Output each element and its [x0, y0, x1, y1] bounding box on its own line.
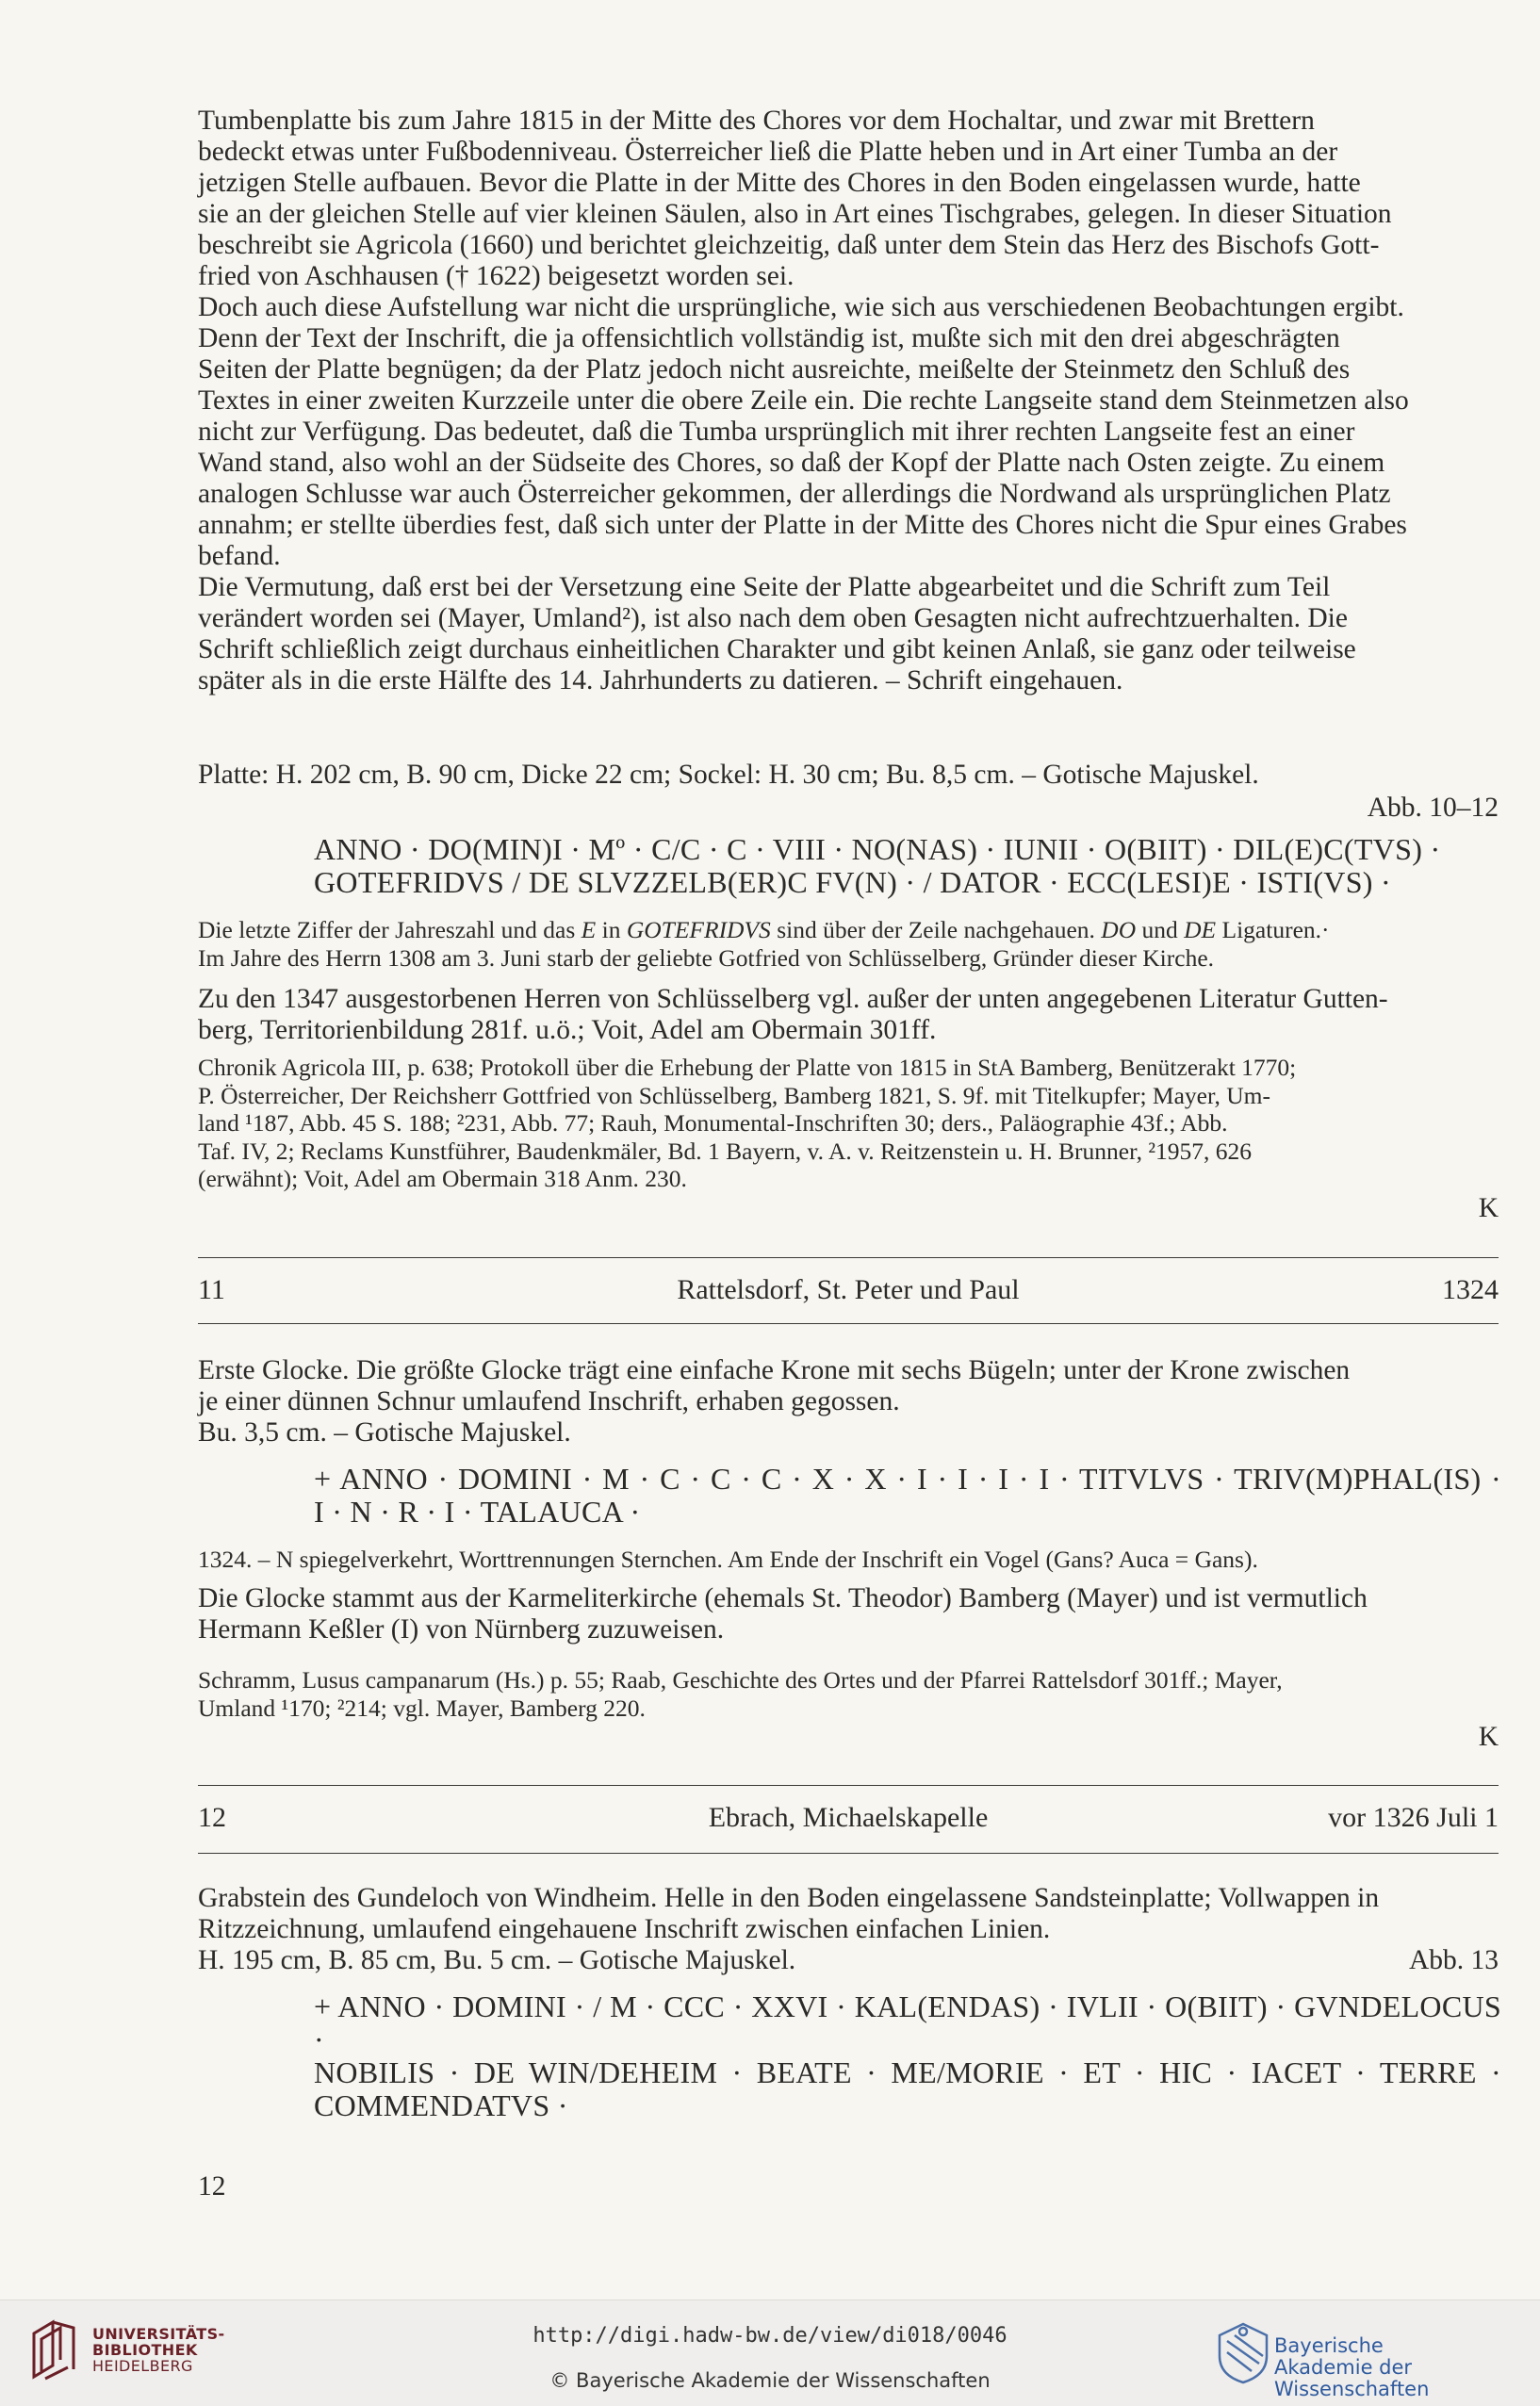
- text-line: später als in die erste Hälfte des 14. Jahrhunderts zu datieren. – Schrift eingehauen.: [198, 665, 1123, 696]
- measure-line: H. 195 cm, B. 85 cm, Bu. 5 cm. – Gotische Majuskel.: [198, 1945, 796, 1975]
- inscription-line: + ANNO · DOMINI · / M · CCC · XXVI · KAL(ENDAS) · IVLII · O(BIIT) · GVNDELOCUS ·: [314, 1989, 1501, 2056]
- description-11: [198, 1355, 1499, 1449]
- inscription-12: [314, 1990, 1501, 2122]
- text-line: befand.: [198, 541, 281, 571]
- header-rule: [198, 1785, 1499, 1786]
- text-line: Grabstein des Gundeloch von Windheim. Helle in den Boden eingelassene Sandsteinplatte; Vollwappen in: [198, 1883, 1380, 1913]
- page-number-block: [198, 2171, 1499, 2202]
- academy-name: [1274, 2335, 1540, 2400]
- text-line: Zu den 1347 ausgestorbenen Herren von Schlüsselberg vgl. außer der unten angegebenen Literatur Gutten-: [198, 984, 1388, 1014]
- library-line: HEIDELBERG: [92, 2357, 193, 2375]
- inscription-line: NOBILIS · DE WIN/DEHEIM · BEATE · ME/MORIE · ET · HIC · IACET · TERRE ·: [314, 2055, 1501, 2089]
- text-line: Erste Glocke. Die größte Glocke trägt eine einfache Krone mit sechs Bügeln; unter der Krone zwischen: [198, 1355, 1351, 1385]
- academy-line: Bayerische: [1274, 2334, 1384, 2357]
- text-line: sie an der gleichen Stelle auf vier kleinen Säulen, also in Art eines Tischgrabes, gelegen. In dieser Situation: [198, 199, 1392, 229]
- figure-reference: Abb. 13: [1408, 1945, 1499, 1975]
- text-line: nicht zur Verfügung. Das bedeutet, daß die Tumba ursprünglich mit ihrer rechten Langseite fest an einer: [198, 417, 1355, 447]
- text-line: jetzigen Stelle aufbauen. Bevor die Platte in der Mitte des Chores in den Boden eingelassen wurde, hatte: [198, 168, 1361, 198]
- text-line: Textes in einer zweiten Kurzzeile unter die obere Zeile ein. Die rechte Langseite stand dem Steinmetzen also: [198, 385, 1409, 416]
- note-line: 1324. – N spiegelverkehrt, Worttrennungen Sternchen. Am Ende der Inschrift ein Vogel (Gans? Auca = Gans).: [198, 1546, 1258, 1573]
- text-line: Hermann Keßler (I) von Nürnberg zuzuweisen.: [198, 1614, 725, 1645]
- author-signature: K: [1478, 1192, 1499, 1223]
- literature-line: Umland ¹170; ²214; vgl. Mayer, Bamberg 220.: [198, 1694, 646, 1722]
- notes-11: [198, 1546, 1499, 1574]
- library-line: BIBLIOTHEK: [92, 2341, 198, 2359]
- entry-header-11: [198, 1274, 1499, 1306]
- entry-date: vor 1326 Juli 1: [1328, 1802, 1499, 1833]
- inscription-10: [314, 833, 1501, 899]
- text-line: Seiten der Platte begnügen; da der Platz jedoch nicht ausreichte, meißelte der Steinmetz den Schluß des: [198, 354, 1351, 385]
- academy-line: Akademie der Wissenschaften: [1274, 2356, 1430, 2400]
- text-line: beschreibt sie Agricola (1660) und berichtet gleichzeitig, daß unter dem Stein das Herz des Bischofs Gott-: [198, 230, 1380, 260]
- text-line: Wand stand, also wohl an der Südseite des Chores, so daß der Kopf der Platte nach Osten zeigte. Zu einem: [198, 448, 1385, 478]
- text-line: fried von Aschhausen († 1622) beigesetzt worden sei.: [198, 261, 795, 291]
- figure-reference: Abb. 10–12: [1367, 793, 1499, 823]
- literature-line: P. Österreicher, Der Reichsherr Gottfried von Schlüsselberg, Bamberg 1821, S. 9f. mit Titelkupfer; Mayer, Um-: [198, 1081, 1270, 1109]
- literature-line: land ¹187, Abb. 45 S. 188; ²231, Abb. 77; Rauh, Monumental-Inschriften 30; ders., Paläographie 43f.; Abb.: [198, 1109, 1228, 1137]
- header-rule: [198, 1853, 1499, 1854]
- text-line: bedeckt etwas unter Fußbodenniveau. Österreicher ließ die Platte heben und in Art einer Tumba an der: [198, 137, 1338, 167]
- literature-line: (erwähnt); Voit, Adel am Obermain 318 Anm. 230.: [198, 1165, 687, 1192]
- note-line: Die letzte Ziffer der Jahreszahl und das E in GOTEFRIDVS sind über der Zeile nachgehauen. DO und DE Ligaturen.·: [198, 916, 1330, 943]
- inscription-line: + ANNO · DOMINI · M · C · C · C · X · X · I · I · I · I · TITVLVS · TRIV(M)PHAL(IS) ·: [314, 1462, 1501, 1496]
- text-line: Die Vermutung, daß erst bei der Versetzung eine Seite der Platte abgearbeitet und die Schrift zum Teil: [198, 572, 1331, 602]
- entry-number: 12: [198, 1802, 226, 1833]
- inscription-line: GOTEFRIDVS / DE SLVZZELB(ER)C FV(N) · / DATOR · ECC(LESI)E · ISTI(VS) ·: [314, 865, 1392, 899]
- commentary-10: [198, 984, 1499, 1046]
- text-line: Ritzzeichnung, umlaufend eingehauene Inschrift zwischen einfachen Linien.: [198, 1914, 1051, 1944]
- inscription-line: ANNO · DO(MIN)I · Mº · C/C · C · VIII · NO(NAS) · IUNII · O(BIIT) · DIL(E)C(TVS) ·: [314, 832, 1441, 866]
- commentary-11: [198, 1583, 1499, 1645]
- text-line: Die Glocke stammt aus der Karmeliterkirche (ehemals St. Theodor) Bamberg (Mayer) und ist vermutlich: [198, 1583, 1368, 1613]
- measurements-10: [198, 760, 1499, 824]
- intro-paragraph: [198, 106, 1499, 696]
- academy-logo-icon: [1214, 2318, 1272, 2386]
- text-line: Doch auch diese Aufstellung war nicht die ursprüngliche, wie sich aus verschiedenen Beobachtungen ergibt.: [198, 292, 1404, 322]
- literature-line: Chronik Agricola III, p. 638; Protokoll über die Erhebung der Platte von 1815 in StA Bamberg, Benützerakt 1770;: [198, 1054, 1297, 1081]
- text-line: analogen Schlusse war auch Österreicher gekommen, der allerdings die Nordwand als ursprünglichen Platz: [198, 479, 1391, 509]
- measure-line: Platte: H. 202 cm, B. 90 cm, Dicke 22 cm; Sockel: H. 30 cm; Bu. 8,5 cm. – Gotische Majuskel.: [198, 760, 1259, 790]
- text-line: je einer dünnen Schnur umlaufend Inschrift, erhaben gegossen.: [198, 1386, 900, 1416]
- text-line: Tumbenplatte bis zum Jahre 1815 in der Mitte des Chores vor dem Hochaltar, und zwar mit Brettern: [198, 106, 1315, 136]
- literature-line: Taf. IV, 2; Reclams Kunstführer, Baudenkmäler, Bd. 1 Bayern, v. A. v. Reitzenstein u. H. Brunner, ²1957, 626: [198, 1137, 1252, 1165]
- text-line: berg, Territorienbildung 281f. u.ö.; Voit, Adel am Obermain 301ff.: [198, 1015, 937, 1045]
- entry-number: 11: [198, 1274, 225, 1305]
- literature-line: Schramm, Lusus campanarum (Hs.) p. 55; Raab, Geschichte des Ortes und der Pfarrei Rattelsdorf 301ff.; Mayer,: [198, 1666, 1283, 1694]
- measure-line: Bu. 3,5 cm. – Gotische Majuskel.: [198, 1417, 571, 1448]
- literature-10: [198, 1054, 1499, 1224]
- literature-11: [198, 1666, 1499, 1753]
- entry-header-12: [198, 1802, 1499, 1834]
- entry-place: Ebrach, Michaelskapelle: [708, 1802, 989, 1833]
- inscription-11: [314, 1463, 1501, 1529]
- inscription-line: COMMENDATVS ·: [314, 2088, 568, 2122]
- text-line: Denn der Text der Inschrift, die ja offensichtlich vollständig ist, mußte sich mit den drei abgeschrägten: [198, 323, 1340, 353]
- text-line: verändert worden sei (Mayer, Umland²), ist also nach dem oben Gesagten nicht aufrechtzuerhalten. Die: [198, 603, 1348, 633]
- text-line: Schrift schließlich zeigt durchaus einheitlichen Charakter und gibt keinen Anlaß, sie ganz oder teilweise: [198, 634, 1356, 664]
- entry-date: 1324: [1442, 1274, 1499, 1305]
- inscription-line: I · N · R · I · TALAUCA ·: [314, 1495, 641, 1529]
- permalink[interactable]: http://digi.hadw-bw.de/view/di018/0046: [532, 2324, 1008, 2348]
- text-line: annahm; er stellte überdies fest, daß sich unter der Platte in der Mitte des Chores nicht die Spur eines Grabes: [198, 510, 1407, 540]
- description-12: [198, 1883, 1499, 1976]
- translation-line: Im Jahre des Herrn 1308 am 3. Juni starb der geliebte Gotfried von Schlüsselberg, Gründer dieser Kirche.: [198, 943, 1215, 972]
- copyright-notice: © Bayerische Akademie der Wissenschaften: [549, 2369, 991, 2392]
- measure-row: [198, 1945, 1499, 1976]
- entry-place: Rattelsdorf, St. Peter und Paul: [677, 1274, 1020, 1305]
- page-number: 12: [198, 2171, 226, 2201]
- header-rule: [198, 1323, 1499, 1324]
- library-line: UNIVERSITÄTS-: [92, 2325, 225, 2343]
- header-rule: [198, 1257, 1499, 1258]
- author-signature: K: [1478, 1722, 1499, 1752]
- notes-10: [198, 916, 1499, 972]
